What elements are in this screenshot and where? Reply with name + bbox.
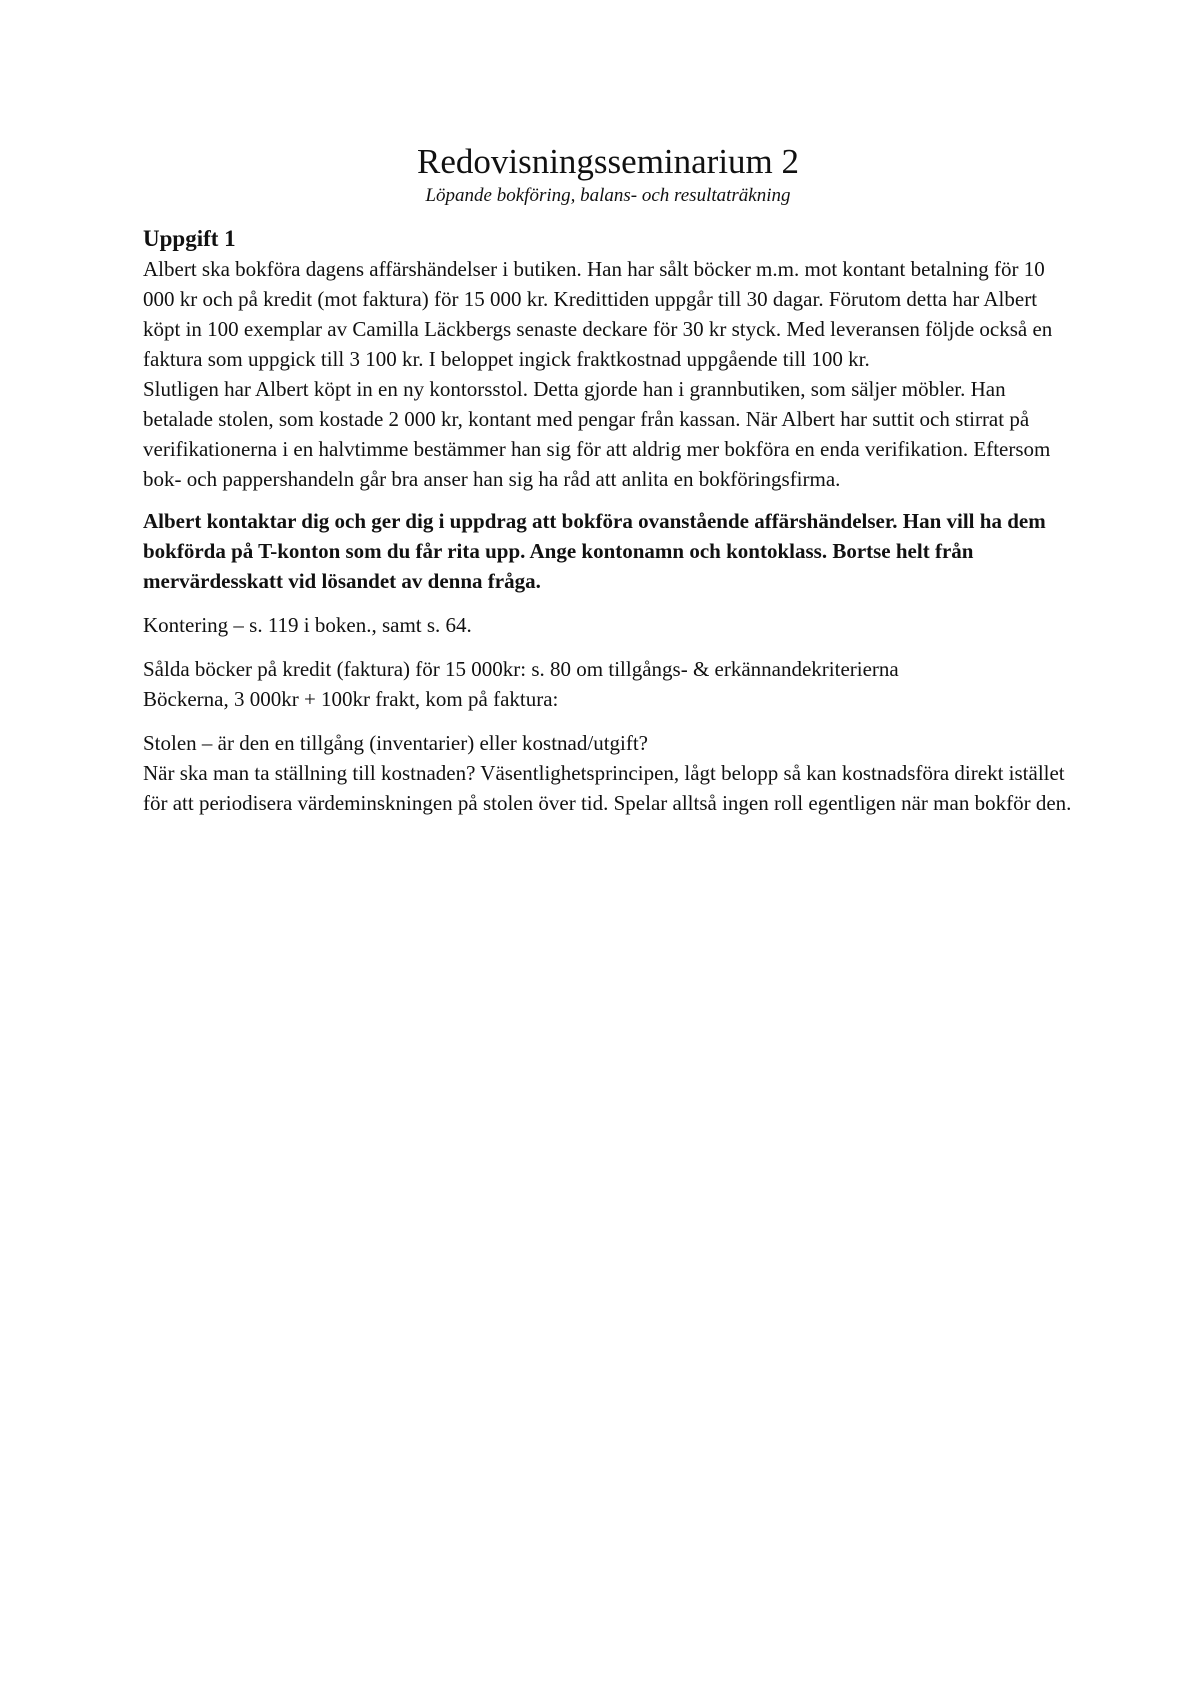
document-body (143, 140, 1073, 818)
note-paragraph-credit: Sålda böcker på kredit (faktura) för 15 000kr: s. 80 om tillgångs- & erkännandekriterierna (143, 657, 899, 681)
task-instruction: Albert kontaktar dig och ger dig i uppdrag att bokföra ovanstående affärshändelser. Han vill ha dem bokförda på T-konton som du får rita upp. Ange kontonamn och kontoklass. Bortse helt från mervärdesskatt vid lösandet av denna fråga. (143, 509, 1046, 593)
task-description-paragraph-2: Slutligen har Albert köpt in en ny kontorsstol. Detta gjorde han i grannbutiken, som säljer möbler. Han betalade stolen, som kostade 2 000 kr, kontant med pengar från kassan. När Albert har suttit och stirrat på verifikationerna i en halvtimme bestämmer han sig för att aldrig mer bokföra en enda verifikation. Eftersom bok- och pappershandeln går bra anser han sig ha råd att anlita en bokföringsfirma. (143, 377, 1051, 491)
task-description-paragraph: Albert ska bokföra dagens affärshändelser i butiken. Han har sålt böcker m.m. mot kontant betalning för 10 000 kr och på kredit (mot faktura) för 15 000 kr. Kredittiden uppgår till 30 dagar. Förutom detta har Albert köpt in 100 exemplar av Camilla Läckbergs senaste deckare för 30 kr styck. Med leveransen följde också en faktura som uppgick till 3 100 kr. I beloppet ingick fraktkostnad uppgående till 100 kr. (143, 257, 1053, 371)
note-paragraph-materiality: När ska man ta ställning till kostnaden? Väsentlighetsprincipen, lågt belopp så kan kostnadsföra direkt istället för att periodisera värdeminskningen på stolen över tid. Spelar alltså ingen roll egentligen när man bokför den. (143, 761, 1072, 815)
note-paragraph-chair: Stolen – är den en tillgång (inventarier) eller kostnad/utgift? (143, 731, 649, 755)
page-title: Redovisningsseminarium 2 (416, 142, 800, 181)
section-heading: Uppgift 1 (143, 226, 236, 251)
note-paragraph: Kontering – s. 119 i boken., samt s. 64. (143, 613, 472, 637)
note-paragraph-books: Böckerna, 3 000kr + 100kr frakt, kom på faktura: (143, 687, 559, 711)
page-subtitle: Löpande bokföring, balans- och resultaträkning (425, 185, 791, 206)
